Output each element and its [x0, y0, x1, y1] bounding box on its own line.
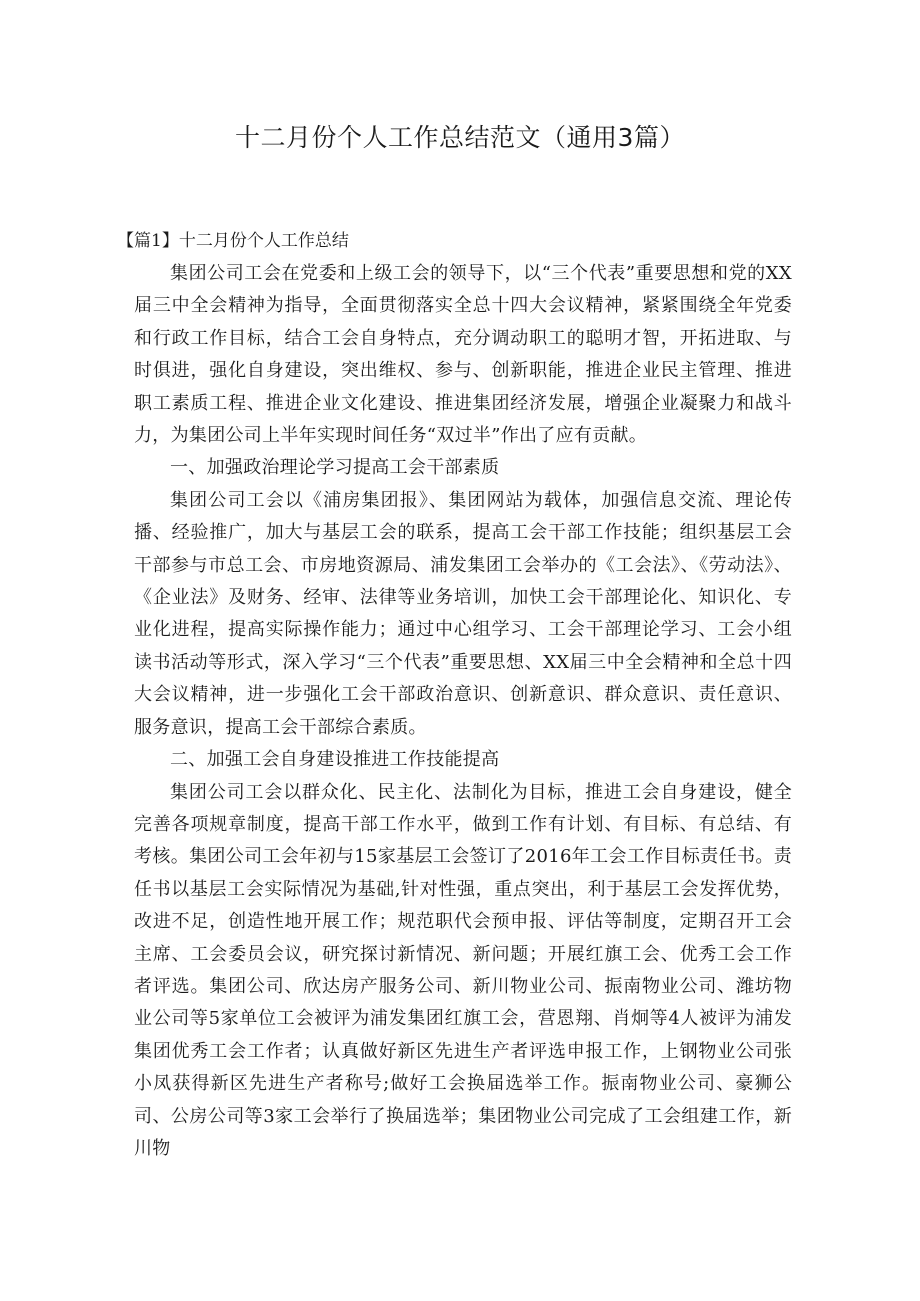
document-title: 十二月份个人工作总结范文（通用3篇） [235, 123, 685, 152]
subheading: 二、加强工会自身建设推进工作技能提高 [170, 749, 500, 771]
paragraph: 集团公司工会以《浦房集团报》、集团网站为载体，加强信息交流、理论传播、经验推广，加大与基层工会的联系，提高工会干部工作技能；组织基层工会干部参与市总工会、市房地资源局、浦发集团工会举办的《工会法》、《劳动法》、《企业法》及财务、经审、法律等业务培训，加快工会干部理论化、知识化、专业化进程，提高实际操作能力；通过中心组学习、工会干部理论学习、工会小组读书活动等形式，深入学习“三个代表”重要思想、XX届三中全会精神和全总十四大会议精神，进一步强化工会干部政治意识、创新意识、群众意识、责任意识、服务意识，提高工会干部综合素质。 [134, 489, 792, 738]
subheading: 一、加强政治理论学习提高工会干部素质 [170, 457, 500, 479]
section-heading: 【篇1】十二月份个人工作总结 [117, 231, 349, 251]
document-body [134, 258, 792, 1165]
paragraph: 集团公司工会以群众化、民主化、法制化为目标，推进工会自身建设，健全完善各项规章制度，提高干部工作水平，做到工作有计划、有目标、有总结、有考核。集团公司工会年初与15家基层工会签订了2016年工会工作目标责任书。责任书以基层工会实际情况为基础,针对性强，重点突出，利于基层工会发挥优势，改进不足，创造性地开展工作；规范职代会预申报、评估等制度，定期召开工会主席、工会委员会议，研究探讨新情况、新问题；开展红旗工会、优秀工会工作者评选。集团公司、欣达房产服务公司、新川物业公司、振南物业公司、潍坊物业公司等5家单位工会被评为浦发集团红旗工会，营恩翔、肖炯等4人被评为浦发集团优秀工会工作者；认真做好新区先进生产者评选申报工作，上钢物业公司张小凤获得新区先进生产者称号;做好工会换届选举工作。振南物业公司、豪狮公司、公房公司等3家工会举行了换届选举；集团物业公司完成了工会组建工作，新川物 [134, 781, 792, 1159]
paragraph: 集团公司工会在党委和上级工会的领导下，以“三个代表”重要思想和党的XX届三中全会精神为指导，全面贯彻落实全总十四大会议精神，紧紧围绕全年党委和行政工作目标，结合工会自身特点，充分调动职工的聪明才智，开拓进取、与时俱进，强化自身建设，突出维权、参与、创新职能，推进企业民主管理、推进职工素质工程、推进企业文化建设、推进集团经济发展，增强企业凝聚力和战斗力，为集团公司上半年实现时间任务“双过半”作出了应有贡献。 [134, 263, 792, 447]
